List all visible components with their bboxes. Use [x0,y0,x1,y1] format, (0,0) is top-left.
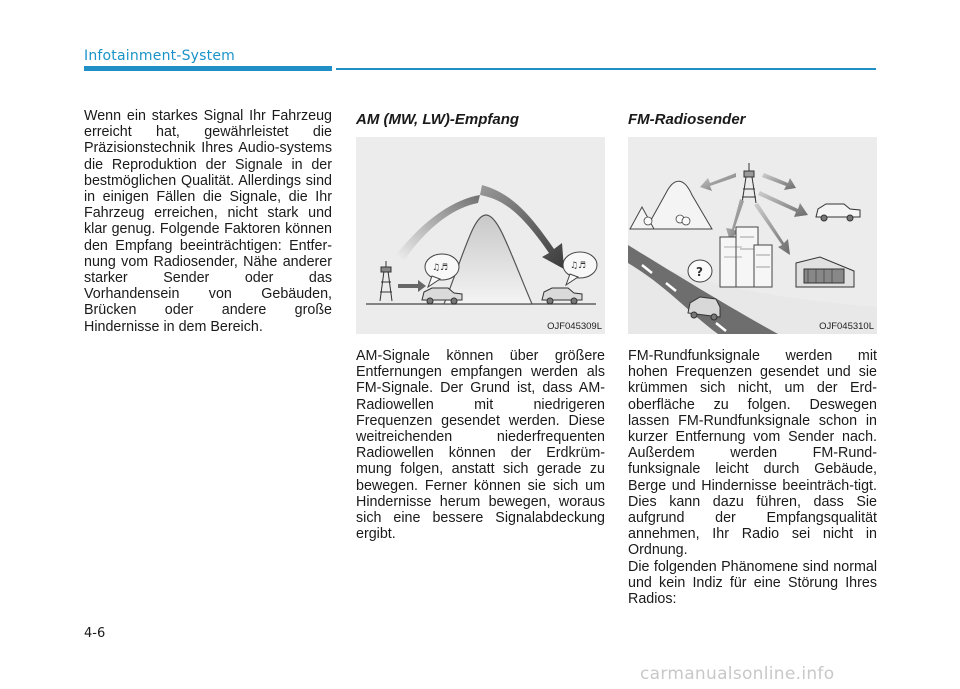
am-reception-figure [356,137,605,334]
fm-heading: FM-Radiosender [628,111,746,128]
figure-code: OJF045310L [819,321,874,332]
header-rule-thin [336,68,876,70]
am-paragraph: AM-Signale können über größere Entfernungen empfangen werden als FM-Signale. Der Grund ist, dass AM-Radiowellen mit niedrigeren Frequenzen gesendet werden. Diese weitreichenden niederfrequenten Radiowellen können der Erdkrüm-mung folgen, anstatt sich gerade zu bewegen. Ferner können sie sich um Hindernisse herum bewegen, woraus sich eine bessere Signalabdeckung ergibt. [356,348,605,543]
section-title: Infotainment-System [84,48,235,64]
svg-text:?: ? [696,265,703,279]
watermark: carmanualsonline.info [640,664,835,684]
svg-text:♫♬: ♫♬ [432,263,449,273]
am-illustration [356,137,605,334]
fm-broadcast-figure [628,137,877,334]
header-rule-thick [84,66,332,71]
am-heading: AM (MW, LW)-Empfang [356,111,520,128]
svg-text:♫♬: ♫♬ [570,261,587,271]
fm-paragraph: FM-Rundfunksignale werden mit hohen Frequenzen gesendet und sie krümmen sich nicht, um der Erd-oberfläche zu folgen. Deswegen lassen FM-Rundfunksignale schon in kurzer Entfernung vom Sender nach. Außerdem werden FM-Rund-funksignale leicht durch Gebäude, Berge und Hindernisse beeinträch-tigt. Dies kann dazu führen, dass Sie aufgrund der Empfangsqualität annehmen, Ihr Radio sei nicht in Ordnung. Die folgenden Phänomene sind normal und kein Indiz für eine Störung Ihres Radios: [628,348,877,608]
figure-code: OJF045309L [547,321,602,332]
fm-paragraph-2: Die folgenden Phänomene sind normal und kein Indiz für eine Störung Ihres Radios: [628,558,877,608]
page-number: 4-6 [84,626,106,641]
fm-illustration [628,137,877,334]
intro-paragraph: Wenn ein starkes Signal Ihr Fahrzeug erreicht hat, gewährleistet die Präzisionstechnik Ihres Audio-systems die Reproduktion der Signale in der bestmöglichen Qualität. Allerdings sind in einigen Fällen die Signale, die Ihr Fahrzeug erreichen, nicht stark und klar genug. Folgende Faktoren können den Empfang beeinträchtigen: Entfer-nung vom Radiosender, Nähe anderer starker Sender oder das Vorhandensein von Gebäuden, Brücken oder andere große Hindernisse in dem Bereich. [84,108,332,335]
